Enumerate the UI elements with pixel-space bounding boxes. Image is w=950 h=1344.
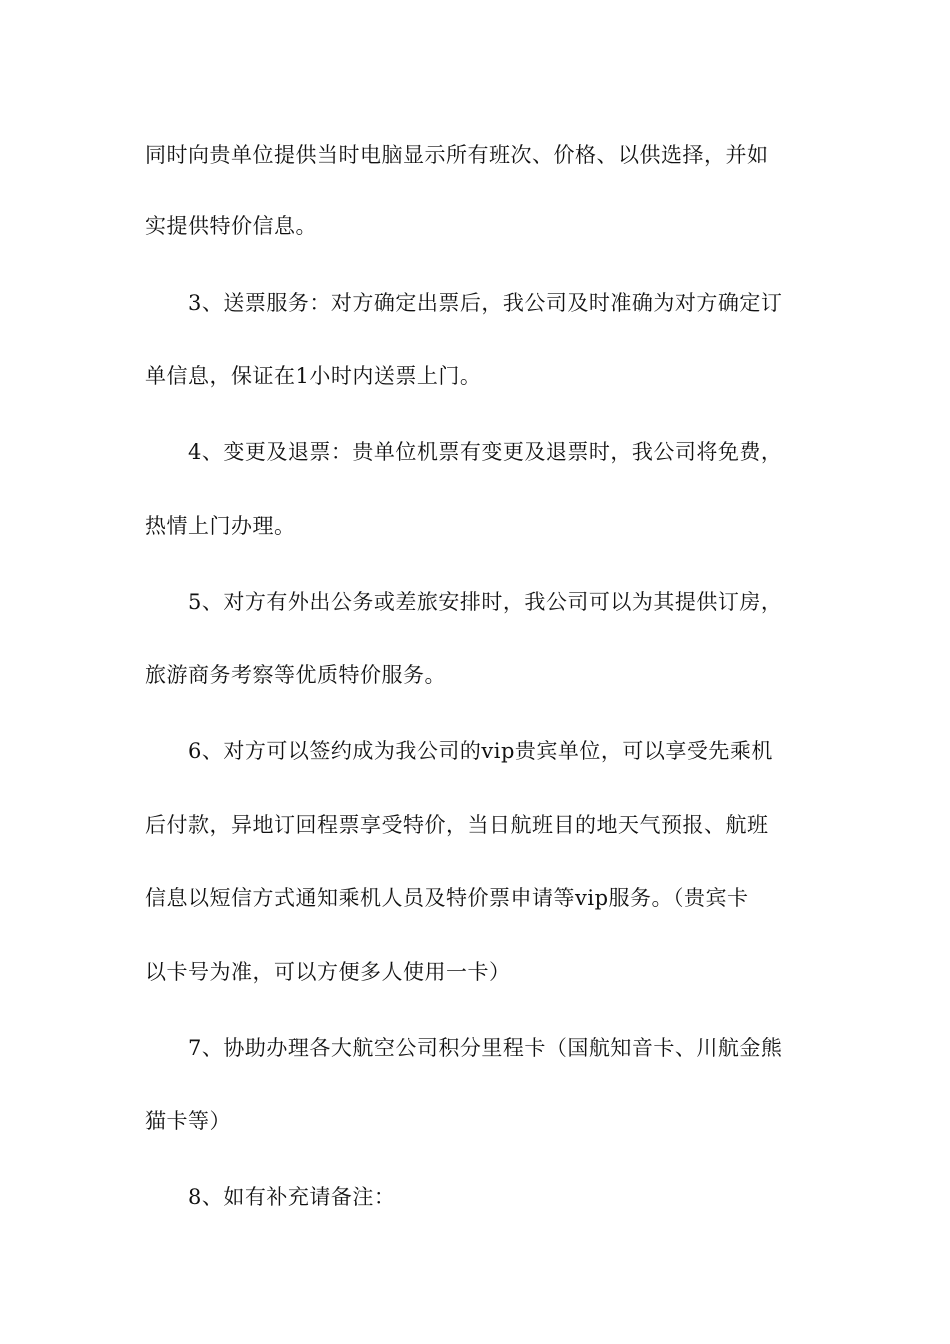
- text-line: 同时向贵单位提供当时电脑显示所有班次、价格、以供选择，并如: [145, 143, 769, 167]
- paragraph-5-line-2: 旅游商务考察等优质特价服务。: [145, 663, 446, 687]
- paragraph-7-line-1: 7、协助办理各大航空公司积分里程卡（国航知音卡、川航金熊: [188, 1036, 783, 1060]
- paragraph-6-line-4: 以卡号为准，可以方便多人使用一卡）: [145, 960, 511, 984]
- paragraph-6-line-2: 后付款，异地订回程票享受特价，当日航班目的地天气预报、航班: [145, 813, 769, 837]
- paragraph-4-line-2: 热情上门办理。: [145, 514, 296, 538]
- paragraph-6-line-1: 6、对方可以签约成为我公司的vip贵宾单位，可以享受先乘机: [188, 739, 773, 763]
- text-line: 实提供特价信息。: [145, 214, 317, 238]
- paragraph-8-line-1: 8、如有补充请备注：: [188, 1185, 396, 1209]
- paragraph-3-line-1: 3、送票服务：对方确定出票后，我公司及时准确为对方确定订: [188, 291, 783, 315]
- paragraph-4-line-1: 4、变更及退票：贵单位机票有变更及退票时，我公司将免费，: [188, 440, 783, 464]
- paragraph-3-line-2: 单信息，保证在1小时内送票上门。: [145, 364, 482, 388]
- paragraph-5-line-1: 5、对方有外出公务或差旅安排时，我公司可以为其提供订房，: [188, 590, 783, 614]
- paragraph-6-line-3: 信息以短信方式通知乘机人员及特价票申请等vip服务。（贵宾卡: [145, 886, 749, 910]
- paragraph-7-line-2: 猫卡等）: [145, 1109, 231, 1133]
